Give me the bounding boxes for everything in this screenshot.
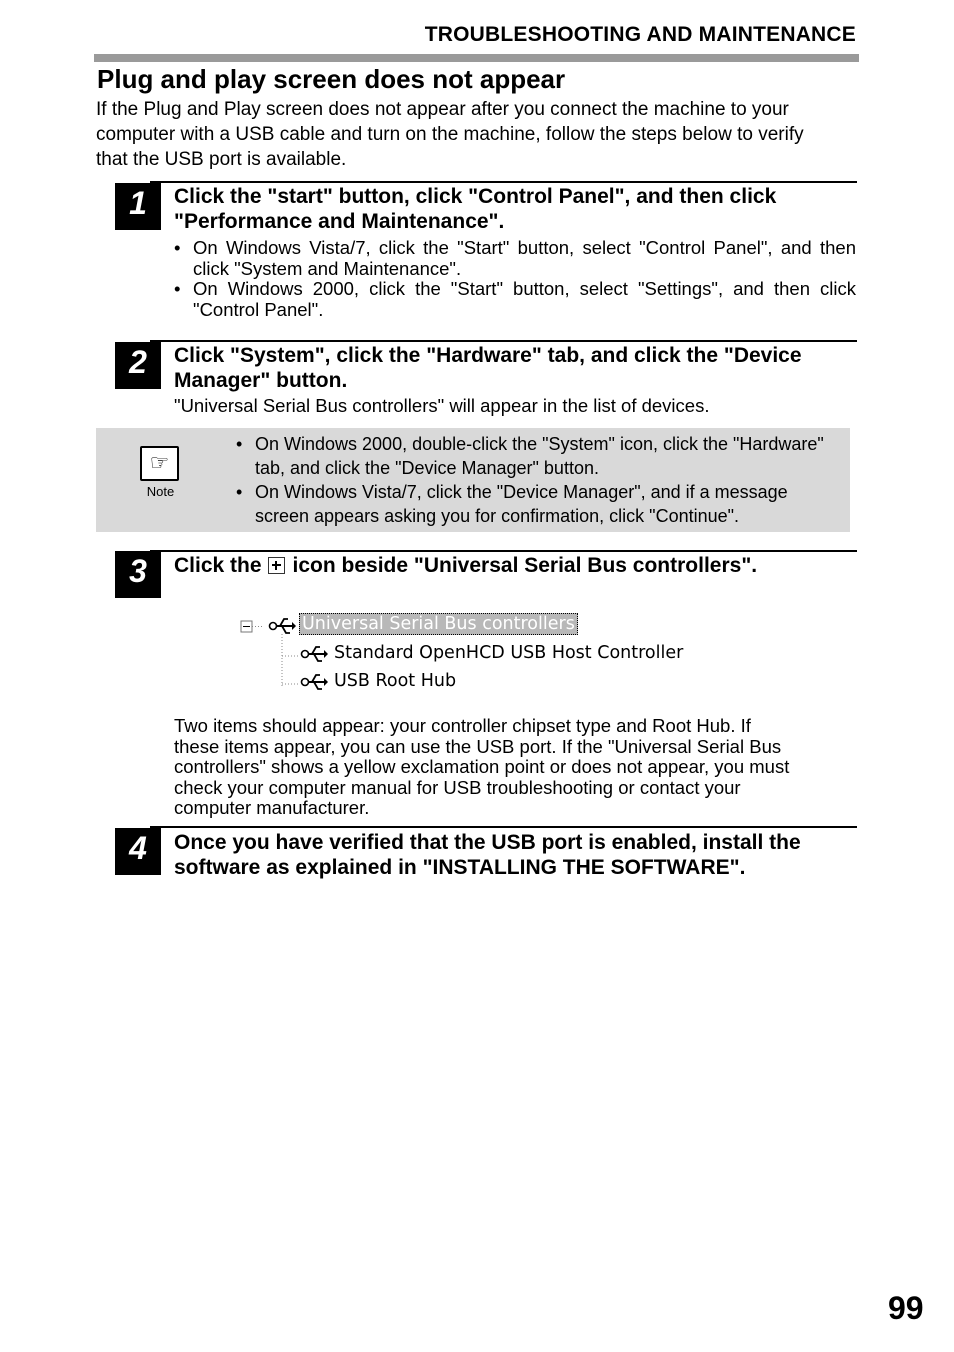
usb-icon (302, 647, 329, 661)
step-4-rule (150, 826, 857, 828)
step-1-heading (174, 184, 864, 234)
section-header: TROUBLESHOOTING AND MAINTENANCE (424, 23, 856, 46)
step-heading-line: "Performance and Maintenance". (174, 210, 505, 233)
tree-item-root[interactable] (299, 614, 578, 634)
step-3-heading (174, 553, 864, 578)
step-1-bullets (174, 238, 856, 320)
note-label: Note (146, 484, 175, 499)
tree-item-host-controller[interactable]: Standard OpenHCD USB Host Controller (334, 643, 684, 663)
intro-line: computer with a USB cable and turn on the machine, follow the steps below to verify (96, 124, 804, 145)
step-2-heading (174, 343, 864, 393)
step-2-rule (150, 340, 857, 342)
step-heading-line: Once you have verified that the USB port is enabled, install the (174, 831, 801, 854)
list-item: • On Windows 2000, double-click the "System" icon, click the "Hardware" tab, and click the "Device Manager" button. (236, 432, 836, 480)
step-heading-line: Click the "start" button, click "Control Panel", and then click (174, 185, 777, 208)
usb-icon (270, 619, 297, 633)
body-line: check your computer manual for USB troubleshooting or contact your (174, 776, 741, 798)
step-1-number: 1 (115, 183, 161, 230)
step-heading-text: Click the (174, 554, 262, 577)
intro-line: that the USB port is available. (96, 149, 347, 170)
step-heading-line: Manager" button. (174, 369, 348, 392)
usb-icon (302, 675, 329, 689)
page-title: Plug and play screen does not appear (97, 64, 566, 94)
step-heading-line: software as explained in "INSTALLING THE SOFTWARE". (174, 856, 746, 879)
body-line: controllers" shows a yellow exclamation point or does not appear, you must (174, 756, 790, 777)
list-item: • On Windows Vista/7, click the "Start" button, select "Control Panel", and then click "System and Maintenance". (174, 238, 856, 279)
list-item: • On Windows Vista/7, click the "Device Manager", and if a message screen appears asking you for confirmation, click "Continue". (236, 480, 836, 528)
intro-paragraph (96, 97, 866, 172)
step-3-body (174, 716, 864, 819)
pointing-hand-icon: ☞ (140, 446, 179, 481)
body-line: Two items should appear: your controller chipset type and Root Hub. If (174, 715, 751, 736)
tree-item-root-hub[interactable]: USB Root Hub (334, 671, 457, 691)
step-3-number: 3 (115, 551, 161, 598)
step-2-body: "Universal Serial Bus controllers" will appear in the list of devices. (174, 395, 710, 416)
body-line: computer manufacturer. (174, 797, 370, 818)
page-number: 99 (888, 1290, 924, 1326)
tree-item-label: Universal Serial Bus controllers (299, 613, 578, 635)
step-2-number: 2 (115, 342, 161, 389)
step-1-rule (150, 181, 857, 183)
note-bullets (236, 432, 836, 528)
body-line: these items appear, you can use the USB port. If the "Universal Serial Bus (174, 735, 782, 757)
expand-plus-icon (268, 557, 285, 574)
collapse-minus-icon[interactable] (241, 621, 252, 632)
intro-line: If the Plug and Play screen does not appear after you connect the machine to your (96, 99, 789, 120)
step-heading-line: Click "System", click the "Hardware" tab, and click the "Device (174, 344, 802, 367)
step-4-heading (174, 830, 864, 880)
step-heading-text: icon beside "Universal Serial Bus controllers". (292, 554, 758, 577)
step-4-number: 4 (115, 828, 161, 875)
header-rule (94, 54, 859, 62)
list-item: • On Windows 2000, click the "Start" button, select "Settings", and then click "Control Panel". (174, 279, 856, 320)
step-3-rule (150, 550, 857, 552)
